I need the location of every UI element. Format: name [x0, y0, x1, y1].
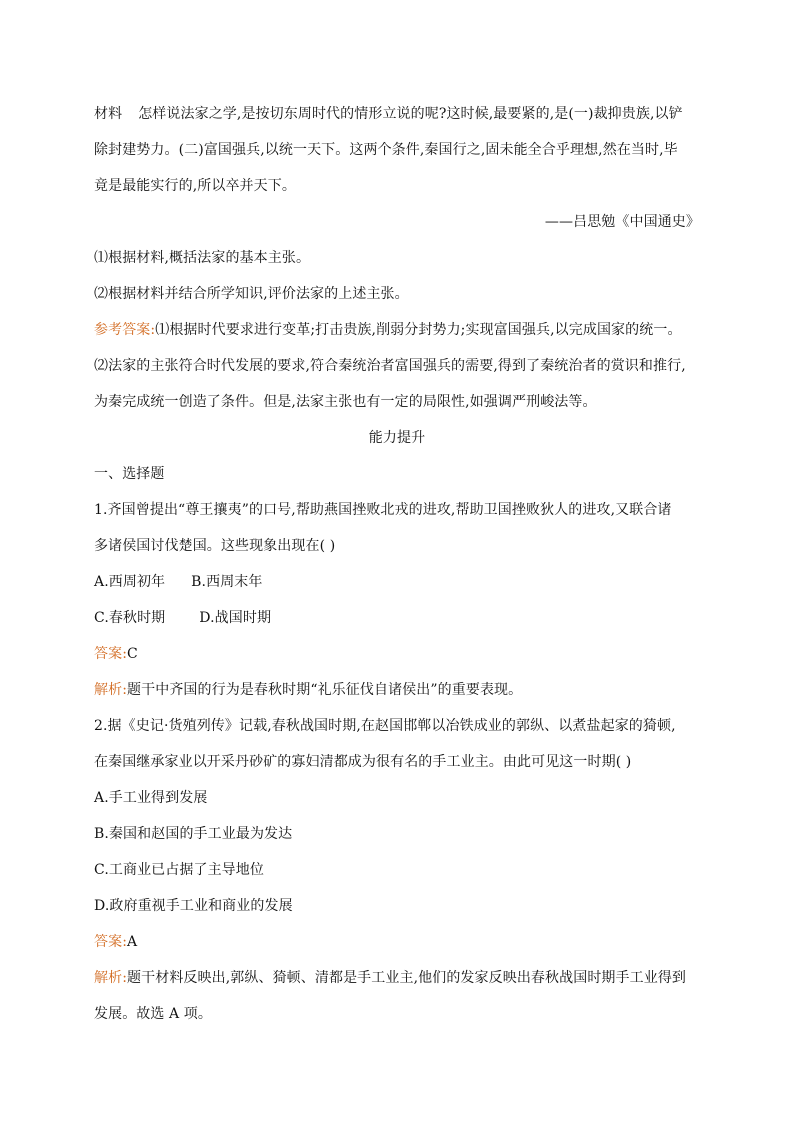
item-1-option-d: D.战国时期	[199, 610, 272, 626]
material-line-3: 竟是最能实行的,所以卒并天下。	[94, 178, 296, 194]
item-2-stem-line-1: 2.据《史记·货殖列传》记载,春秋战国时期,在赵国邯郸以冶铁成业的郭纵、以煮盐起家的猗顿,	[94, 718, 676, 734]
material-line-2: 除封建势力。(二)富国强兵,以统一天下。这两个条件,秦国行之,固未能全合乎理想,然在当时,毕	[94, 142, 678, 158]
reference-answer-text-1: ⑴根据时代要求进行变革;打击贵族,削弱分封势力;实现富国强兵,以完成国家的统一。	[155, 322, 682, 338]
item-1-answer-value: C	[127, 646, 138, 662]
item-1-option-b: B.西周末年	[191, 574, 263, 590]
item-2-analysis-line-2: 发展。故选 A 项。	[94, 1006, 213, 1022]
item-1-analysis-label: 解析:	[94, 682, 128, 698]
item-1-option-a: A.西周初年	[94, 574, 166, 590]
item-1-stem-line-1: 1.齐国曾提出“尊王攘夷”的口号,帮助燕国挫败北戎的进攻,帮助卫国挫败狄人的进攻,又联合诸	[94, 502, 672, 518]
item-2-analysis-line-1	[94, 960, 700, 996]
reference-answer-label: 参考答案:	[94, 322, 156, 338]
item-1-answer	[94, 636, 700, 672]
item-1-stem-line-2: 多诸侯国讨伐楚国。这些现象出现在( )	[94, 538, 336, 554]
item-1-option-c: C.春秋时期	[94, 610, 166, 626]
item-2-option-c: C.工商业已占据了主导地位	[94, 862, 264, 878]
section-title: 能力提升	[368, 430, 426, 446]
item-1-options-row-1	[94, 564, 700, 600]
question-1: ⑴根据材料,概括法家的基本主张。	[94, 250, 311, 266]
item-2-answer-value: A	[127, 934, 138, 950]
material-label: 材料	[94, 106, 123, 122]
document-page	[94, 96, 700, 1032]
item-2-answer-label: 答案:	[94, 934, 128, 950]
item-2-option-d: D.政府重视手工业和商业的发展	[94, 898, 293, 914]
reference-answer-line-2: ⑵法家的主张符合时代发展的要求,符合秦统治者富国强兵的需要,得到了秦统治者的赏识和推行,	[94, 358, 686, 374]
item-2-stem-line-2: 在秦国继承家业以开采丹砂矿的寡妇清都成为很有名的手工业主。由此可见这一时期( )	[94, 754, 632, 770]
question-2: ⑵根据材料并结合所学知识,评价法家的上述主张。	[94, 286, 409, 302]
material-text-1: 怎样说法家之学,是按切东周时代的情形立说的呢?这时候,最要紧的,是(一)裁抑贵族,以铲	[138, 106, 683, 122]
reference-answer-line-1	[94, 312, 700, 348]
material-source: ——吕思勉《中国通史》	[544, 214, 700, 230]
item-2-analysis-label: 解析:	[94, 970, 128, 986]
item-2-analysis-text-1: 题干材料反映出,郭纵、猗顿、清都是手工业主,他们的发家反映出春秋战国时期手工业得到	[127, 970, 687, 986]
item-1-options-row-2	[94, 600, 700, 636]
item-2-option-b: B.秦国和赵国的手工业最为发达	[94, 826, 293, 842]
item-2-option-a: A.手工业得到发展	[94, 790, 208, 806]
item-2-answer	[94, 924, 700, 960]
material-line-1	[94, 96, 700, 132]
item-1-analysis-text: 题干中齐国的行为是春秋时期“礼乐征伐自诸侯出”的重要表现。	[127, 682, 523, 698]
section-subtitle: 一、选择题	[94, 466, 165, 482]
item-1-analysis	[94, 672, 700, 708]
reference-answer-line-3: 为秦完成统一创造了条件。但是,法家主张也有一定的局限性,如强调严刑峻法等。	[94, 394, 597, 410]
item-1-answer-label: 答案:	[94, 646, 128, 662]
